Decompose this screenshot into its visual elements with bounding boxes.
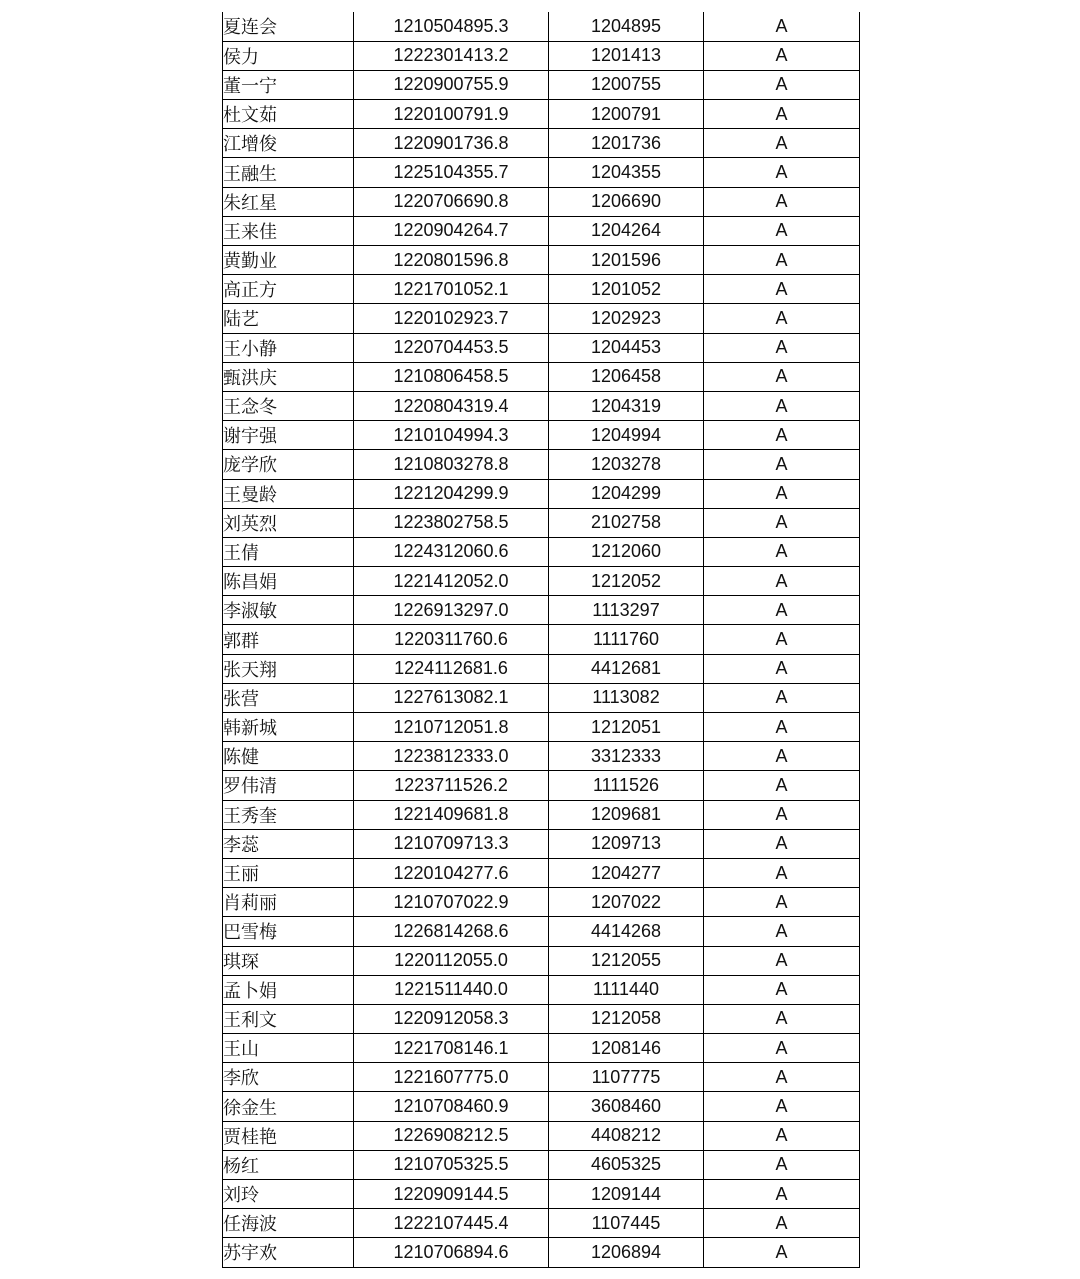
member-id-cell: 1107445 (549, 1209, 704, 1238)
table-row (223, 1238, 860, 1267)
table-row (223, 1121, 860, 1150)
certificate-number-cell: 1222107445.4 (354, 1209, 549, 1238)
certificate-number-cell: 1210706894.6 (354, 1238, 549, 1267)
name-cell: 王曼龄 (223, 479, 354, 508)
certificate-number-cell: 1220900755.9 (354, 70, 549, 99)
member-id-cell: 1200755 (549, 70, 704, 99)
certificate-number-cell: 1220912058.3 (354, 1004, 549, 1033)
certificate-number-cell: 1220311760.6 (354, 625, 549, 654)
name-cell: 琪琛 (223, 946, 354, 975)
name-cell: 张营 (223, 683, 354, 712)
member-id-cell: 1201052 (549, 275, 704, 304)
certificate-number-cell: 1224112681.6 (354, 654, 549, 683)
certificate-number-cell: 1220112055.0 (354, 946, 549, 975)
roster-table (222, 12, 860, 1268)
certificate-number-cell: 1221701052.1 (354, 275, 549, 304)
table-row (223, 158, 860, 187)
table-row (223, 1063, 860, 1092)
name-cell: 王来佳 (223, 216, 354, 245)
grade-cell: A (704, 12, 860, 41)
table-row (223, 1092, 860, 1121)
member-id-cell: 4408212 (549, 1121, 704, 1150)
grade-cell: A (704, 246, 860, 275)
member-id-cell: 1204264 (549, 216, 704, 245)
grade-cell: A (704, 129, 860, 158)
certificate-number-cell: 1210707022.9 (354, 888, 549, 917)
table-row (223, 917, 860, 946)
grade-cell: A (704, 771, 860, 800)
certificate-number-cell: 1220804319.4 (354, 391, 549, 420)
member-id-cell: 1206458 (549, 362, 704, 391)
name-cell: 刘英烈 (223, 508, 354, 537)
grade-cell: A (704, 421, 860, 450)
name-cell: 黄勤业 (223, 246, 354, 275)
table-row (223, 421, 860, 450)
table-row (223, 275, 860, 304)
table-row (223, 187, 860, 216)
name-cell: 董一宁 (223, 70, 354, 99)
certificate-number-cell: 1210708460.9 (354, 1092, 549, 1121)
grade-cell: A (704, 567, 860, 596)
member-id-cell: 1206894 (549, 1238, 704, 1267)
certificate-number-cell: 1220901736.8 (354, 129, 549, 158)
grade-cell: A (704, 946, 860, 975)
certificate-number-cell: 1227613082.1 (354, 683, 549, 712)
grade-cell: A (704, 1180, 860, 1209)
member-id-cell: 1202923 (549, 304, 704, 333)
table-row (223, 100, 860, 129)
table-row (223, 858, 860, 887)
certificate-number-cell: 1220909144.5 (354, 1180, 549, 1209)
certificate-number-cell: 1220104277.6 (354, 858, 549, 887)
table-row (223, 333, 860, 362)
name-cell: 甄洪庆 (223, 362, 354, 391)
member-id-cell: 4414268 (549, 917, 704, 946)
member-id-cell: 1204453 (549, 333, 704, 362)
name-cell: 贾桂艳 (223, 1121, 354, 1150)
table-row (223, 946, 860, 975)
member-id-cell: 1111440 (549, 975, 704, 1004)
member-id-cell: 1204895 (549, 12, 704, 41)
grade-cell: A (704, 479, 860, 508)
grade-cell: A (704, 1209, 860, 1238)
grade-cell: A (704, 713, 860, 742)
certificate-number-cell: 1221409681.8 (354, 800, 549, 829)
name-cell: 朱红星 (223, 187, 354, 216)
name-cell: 王倩 (223, 537, 354, 566)
member-id-cell: 1212052 (549, 567, 704, 596)
member-id-cell: 1204994 (549, 421, 704, 450)
member-id-cell: 1212055 (549, 946, 704, 975)
member-id-cell: 1201413 (549, 41, 704, 70)
member-id-cell: 1107775 (549, 1063, 704, 1092)
table-row (223, 654, 860, 683)
document-sheet (222, 12, 858, 1268)
name-cell: 任海波 (223, 1209, 354, 1238)
member-id-cell: 1201596 (549, 246, 704, 275)
certificate-number-cell: 1224312060.6 (354, 537, 549, 566)
grade-cell: A (704, 333, 860, 362)
name-cell: 王念冬 (223, 391, 354, 420)
grade-cell: A (704, 187, 860, 216)
name-cell: 罗伟清 (223, 771, 354, 800)
certificate-number-cell: 1223812333.0 (354, 742, 549, 771)
table-row (223, 129, 860, 158)
name-cell: 陆艺 (223, 304, 354, 333)
table-row (223, 888, 860, 917)
name-cell: 王利文 (223, 1004, 354, 1033)
name-cell: 王融生 (223, 158, 354, 187)
table-row (223, 508, 860, 537)
certificate-number-cell: 1226913297.0 (354, 596, 549, 625)
name-cell: 王山 (223, 1034, 354, 1063)
grade-cell: A (704, 888, 860, 917)
certificate-number-cell: 1221511440.0 (354, 975, 549, 1004)
name-cell: 郭群 (223, 625, 354, 654)
table-row (223, 537, 860, 566)
member-id-cell: 1200791 (549, 100, 704, 129)
table-row (223, 975, 860, 1004)
member-id-cell: 1206690 (549, 187, 704, 216)
grade-cell: A (704, 1238, 860, 1267)
name-cell: 王丽 (223, 858, 354, 887)
member-id-cell: 1111526 (549, 771, 704, 800)
certificate-number-cell: 1210806458.5 (354, 362, 549, 391)
name-cell: 李欣 (223, 1063, 354, 1092)
name-cell: 杜文茹 (223, 100, 354, 129)
certificate-number-cell: 1220706690.8 (354, 187, 549, 216)
table-row (223, 12, 860, 41)
grade-cell: A (704, 275, 860, 304)
member-id-cell: 1203278 (549, 450, 704, 479)
name-cell: 杨红 (223, 1150, 354, 1179)
certificate-number-cell: 1220801596.8 (354, 246, 549, 275)
grade-cell: A (704, 596, 860, 625)
name-cell: 谢宇强 (223, 421, 354, 450)
member-id-cell: 1113082 (549, 683, 704, 712)
certificate-number-cell: 1221204299.9 (354, 479, 549, 508)
grade-cell: A (704, 70, 860, 99)
name-cell: 徐金生 (223, 1092, 354, 1121)
table-row (223, 450, 860, 479)
name-cell: 李蕊 (223, 829, 354, 858)
grade-cell: A (704, 975, 860, 1004)
certificate-number-cell: 1221412052.0 (354, 567, 549, 596)
table-row (223, 713, 860, 742)
certificate-number-cell: 1225104355.7 (354, 158, 549, 187)
certificate-number-cell: 1210709713.3 (354, 829, 549, 858)
name-cell: 王秀奎 (223, 800, 354, 829)
name-cell: 苏宇欢 (223, 1238, 354, 1267)
table-row (223, 800, 860, 829)
grade-cell: A (704, 858, 860, 887)
name-cell: 孟卜娟 (223, 975, 354, 1004)
grade-cell: A (704, 1092, 860, 1121)
member-id-cell: 3608460 (549, 1092, 704, 1121)
table-row (223, 742, 860, 771)
table-row (223, 1004, 860, 1033)
grade-cell: A (704, 742, 860, 771)
certificate-number-cell: 1223802758.5 (354, 508, 549, 537)
member-id-cell: 1204299 (549, 479, 704, 508)
grade-cell: A (704, 917, 860, 946)
table-row (223, 683, 860, 712)
member-id-cell: 4605325 (549, 1150, 704, 1179)
name-cell: 庞学欣 (223, 450, 354, 479)
certificate-number-cell: 1210712051.8 (354, 713, 549, 742)
table-row (223, 596, 860, 625)
member-id-cell: 3312333 (549, 742, 704, 771)
member-id-cell: 1209144 (549, 1180, 704, 1209)
name-cell: 江增俊 (223, 129, 354, 158)
certificate-number-cell: 1222301413.2 (354, 41, 549, 70)
certificate-number-cell: 1210803278.8 (354, 450, 549, 479)
certificate-number-cell: 1223711526.2 (354, 771, 549, 800)
name-cell: 夏连会 (223, 12, 354, 41)
certificate-number-cell: 1220100791.9 (354, 100, 549, 129)
grade-cell: A (704, 829, 860, 858)
table-row (223, 1034, 860, 1063)
table-row (223, 625, 860, 654)
grade-cell: A (704, 391, 860, 420)
grade-cell: A (704, 800, 860, 829)
certificate-number-cell: 1210504895.3 (354, 12, 549, 41)
name-cell: 肖莉丽 (223, 888, 354, 917)
table-row (223, 1150, 860, 1179)
table-row (223, 1209, 860, 1238)
member-id-cell: 1212058 (549, 1004, 704, 1033)
grade-cell: A (704, 654, 860, 683)
grade-cell: A (704, 304, 860, 333)
member-id-cell: 1204277 (549, 858, 704, 887)
table-row (223, 41, 860, 70)
certificate-number-cell: 1221607775.0 (354, 1063, 549, 1092)
member-id-cell: 1204355 (549, 158, 704, 187)
grade-cell: A (704, 450, 860, 479)
certificate-number-cell: 1220704453.5 (354, 333, 549, 362)
grade-cell: A (704, 1150, 860, 1179)
table-row (223, 362, 860, 391)
grade-cell: A (704, 362, 860, 391)
member-id-cell: 1201736 (549, 129, 704, 158)
name-cell: 陈昌娟 (223, 567, 354, 596)
member-id-cell: 1204319 (549, 391, 704, 420)
table-row (223, 304, 860, 333)
grade-cell: A (704, 41, 860, 70)
certificate-number-cell: 1220102923.7 (354, 304, 549, 333)
certificate-number-cell: 1221708146.1 (354, 1034, 549, 1063)
roster-table-body (223, 12, 860, 1267)
name-cell: 刘玲 (223, 1180, 354, 1209)
table-row (223, 391, 860, 420)
certificate-number-cell: 1226814268.6 (354, 917, 549, 946)
member-id-cell: 1212060 (549, 537, 704, 566)
name-cell: 韩新城 (223, 713, 354, 742)
grade-cell: A (704, 158, 860, 187)
name-cell: 侯力 (223, 41, 354, 70)
table-row (223, 829, 860, 858)
grade-cell: A (704, 100, 860, 129)
member-id-cell: 1111760 (549, 625, 704, 654)
name-cell: 陈健 (223, 742, 354, 771)
member-id-cell: 4412681 (549, 654, 704, 683)
grade-cell: A (704, 683, 860, 712)
grade-cell: A (704, 216, 860, 245)
table-row (223, 479, 860, 508)
member-id-cell: 1209713 (549, 829, 704, 858)
table-row (223, 246, 860, 275)
member-id-cell: 1209681 (549, 800, 704, 829)
name-cell: 王小静 (223, 333, 354, 362)
name-cell: 张天翔 (223, 654, 354, 683)
member-id-cell: 1212051 (549, 713, 704, 742)
grade-cell: A (704, 508, 860, 537)
grade-cell: A (704, 1034, 860, 1063)
certificate-number-cell: 1220904264.7 (354, 216, 549, 245)
table-row (223, 771, 860, 800)
name-cell: 巴雪梅 (223, 917, 354, 946)
table-row (223, 567, 860, 596)
grade-cell: A (704, 537, 860, 566)
table-row (223, 216, 860, 245)
grade-cell: A (704, 1063, 860, 1092)
certificate-number-cell: 1210104994.3 (354, 421, 549, 450)
name-cell: 高正方 (223, 275, 354, 304)
member-id-cell: 2102758 (549, 508, 704, 537)
grade-cell: A (704, 625, 860, 654)
member-id-cell: 1208146 (549, 1034, 704, 1063)
name-cell: 李淑敏 (223, 596, 354, 625)
grade-cell: A (704, 1121, 860, 1150)
certificate-number-cell: 1210705325.5 (354, 1150, 549, 1179)
table-row (223, 1180, 860, 1209)
table-row (223, 70, 860, 99)
certificate-number-cell: 1226908212.5 (354, 1121, 549, 1150)
member-id-cell: 1207022 (549, 888, 704, 917)
member-id-cell: 1113297 (549, 596, 704, 625)
grade-cell: A (704, 1004, 860, 1033)
